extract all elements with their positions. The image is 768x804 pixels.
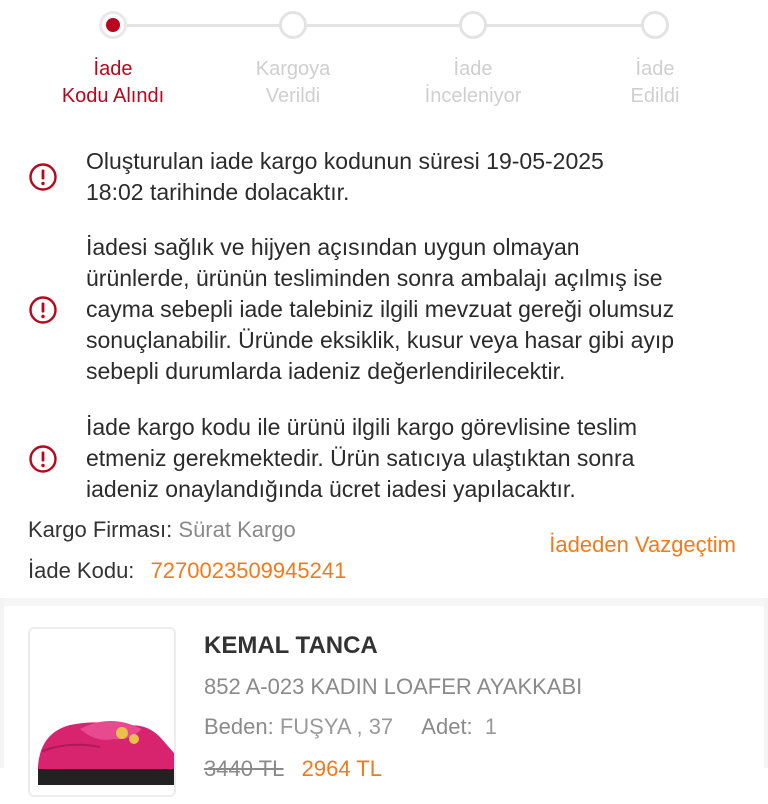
step-connector [127,24,281,27]
cargo-company-label: Kargo Firması: [28,517,173,542]
qty-label: Adet: [421,714,473,739]
product-image[interactable] [28,627,176,797]
product-name[interactable]: 852 A-023 KADIN LOAFER AYAKKABI [204,674,583,699]
notice-line: İadesi sağlık ve hijyen açısından uygun olmayan [86,234,580,260]
notice-line: Oluşturulan iade kargo kodunun süresi 19-05-2025 [86,148,604,174]
step-label-line: İade [93,58,133,80]
info-circle-icon [28,295,58,325]
step-label-code-received [33,56,193,110]
step-label-line: Edildi [630,85,680,107]
product-price-row [204,756,382,782]
notice-line: ürünlerde, ürünün tesliminden sonra ambalajı açılmış ise [86,265,663,291]
step-label-line: Verildi [265,85,321,107]
cargo-company-row [28,515,296,545]
product-size-qty-row [204,714,497,740]
notice-text [86,412,637,505]
card-edge [764,598,768,768]
notice-line: etmeniz gerekmektedir. Ürün satıcıya ulaştıktan sonra [86,445,635,471]
notice-hygiene [28,232,748,387]
step-connector [487,24,641,27]
size-label: Beden: [204,714,274,739]
step-connector [307,24,461,27]
step-label-line: İnceleniyor [424,85,522,107]
notice-text [86,146,604,208]
step-label-line: Kodu Alındı [61,85,165,107]
product-brand: KEMAL TANCA [204,632,378,659]
step-label-line: İade [635,58,675,80]
notice-line: 18:02 tarihinde dolacaktır. [86,179,350,205]
notice-line: İade kargo kodu ile ürünü ilgili kargo görevlisine teslim [86,414,638,440]
return-progress-stepper [0,0,768,120]
notice-line: sonuçlanabilir. Üründe eksiklik, kusur veya hasar gibi ayıp [86,327,675,353]
step-label-reviewing [393,56,553,110]
step-dot-active [99,11,127,39]
cargo-company-value: Sürat Kargo [178,517,296,542]
notice-line: cayma sebepli iade talebiniz ilgili mevzuat gereği olumsuz [86,296,675,322]
step-label-shipped [213,56,373,110]
notice-line: sebepli durumlarda iadeniz değerlendirilecektir. [86,358,566,384]
notice-line: iadeniz onaylandığında ücret iadesi yapılacaktır. [86,476,576,502]
info-circle-icon [28,444,58,474]
step-label-line: İade [453,58,493,80]
size-value: FUŞYA , 37 [279,714,394,739]
section-divider [0,598,768,606]
return-code-row [28,556,346,586]
return-code-value[interactable]: 7270023509945241 [150,558,347,583]
step-label-line: Kargoya [255,58,331,80]
discounted-price: 2964 TL [301,756,382,781]
loafer-shoe-image [30,629,178,799]
cancel-return-button[interactable]: İadeden Vazgeçtim [549,532,736,557]
return-code-label: İade Kodu: [28,558,135,583]
old-price: 3440 TL [204,756,284,781]
step-dot [641,11,669,39]
qty-value: 1 [484,714,498,739]
notice-expiry [28,146,748,208]
info-circle-icon [28,162,58,192]
step-dot [459,11,487,39]
card-edge [0,598,4,768]
notice-delivery [28,412,748,505]
step-label-refunded [575,56,735,110]
step-dot [279,11,307,39]
notice-text [86,232,674,387]
